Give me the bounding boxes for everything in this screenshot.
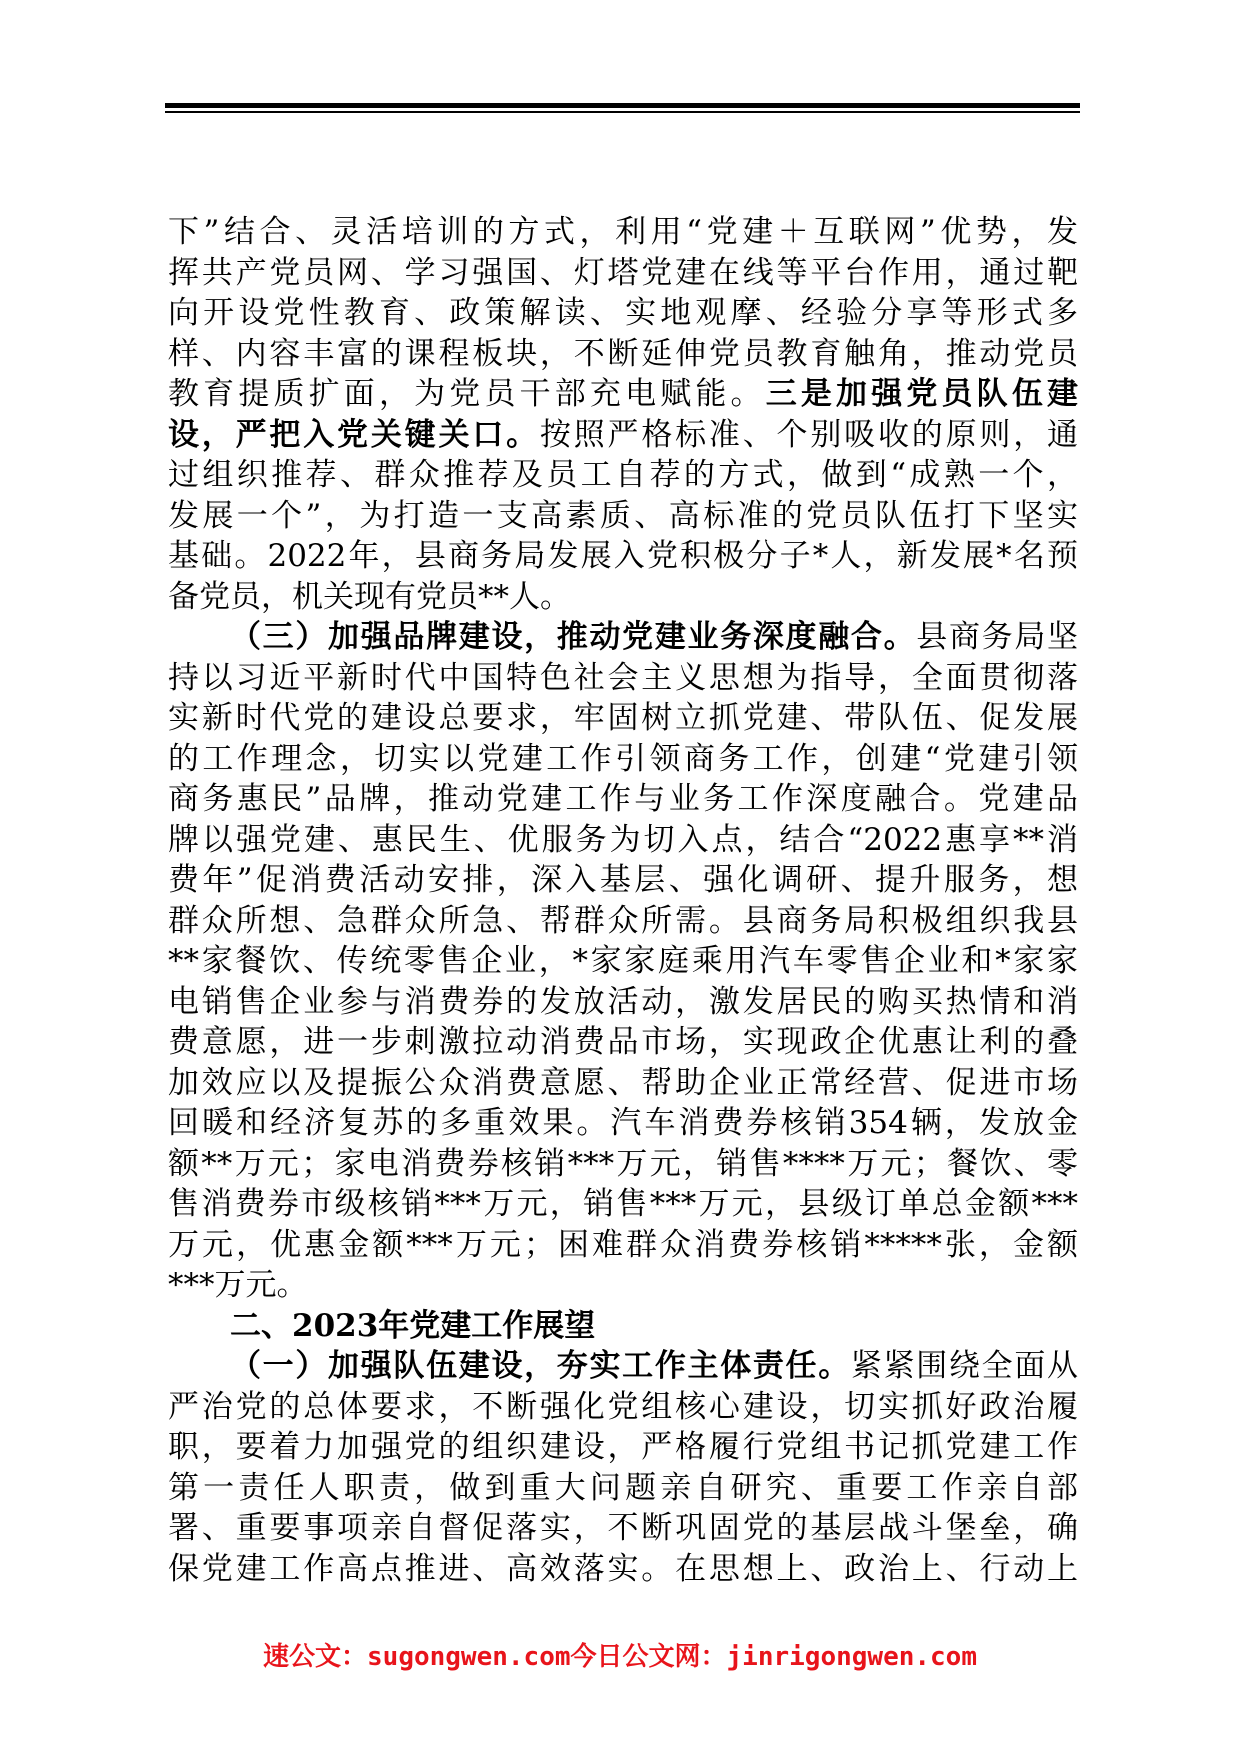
text-line: 群众所想、急群众所急、帮群众所需。县商务局积极组织我县 — [168, 902, 1078, 939]
text-line: 发展一个”，为打造一支高素质、高标准的党员队伍打下坚实 — [168, 497, 1078, 534]
footer-watermark — [0, 1636, 1240, 1673]
text-line: 备党员，机关现有党员**人。 — [168, 578, 571, 615]
text-line: 售消费券市级核销***万元，销售***万元，县级订单总金额*** — [168, 1186, 1078, 1222]
section-heading-line: （一）加强队伍建设，夯实工作主体责任。紧紧围绕全面从 — [230, 1348, 1078, 1384]
footer-link-jinrigongwen[interactable]: jinrigongwen.com — [726, 1642, 977, 1672]
text-line: 的工作理念，切实以党建工作引领商务工作，创建“党建引领 — [168, 740, 1078, 777]
text-line: 加效应以及提振公众消费意愿、帮助企业正常经营、促进市场 — [168, 1064, 1078, 1101]
text-line: 保党建工作高点推进、高效落实。在思想上、政治上、行动上 — [168, 1550, 1078, 1587]
text-line: **家餐饮、传统零售企业，*家家庭乘用汽车零售企业和*家家 — [168, 943, 1078, 979]
text-line: 持以习近平新时代中国特色社会主义思想为指导，全面贯彻落 — [168, 659, 1078, 696]
text-line: 过组织推荐、群众推荐及员工自荐的方式，做到“成熟一个， — [168, 457, 1078, 493]
text-line: 实新时代党的建设总要求，牢固树立抓党建、带队伍、促发展 — [168, 700, 1078, 736]
document-body — [168, 212, 1078, 1589]
chapter-heading: 二、2023年党建工作展望 — [230, 1307, 596, 1344]
section-heading-line: （三）加强品牌建设，推动党建业务深度融合。县商务局坚 — [230, 619, 1078, 655]
text-line: ***万元。 — [168, 1267, 308, 1303]
text-line: 基础。2022年，县商务局发展入党积极分子*人，新发展*名预 — [168, 538, 1078, 574]
section-heading: （一）加强队伍建设，夯实工作主体责任。 — [230, 1348, 851, 1384]
text-line: 向开设党性教育、政策解读、实地观摩、经验分享等形式多 — [168, 295, 1078, 331]
text-line: 署、重要事项亲自督促落实，不断巩固党的基层战斗堡垒，确 — [168, 1510, 1078, 1546]
text-line: 电销售企业参与消费券的发放活动，激发居民的购买热情和消 — [168, 983, 1078, 1020]
text-line: 回暖和经济复苏的多重效果。汽车消费券核销354辆，发放金 — [168, 1105, 1078, 1141]
bold-phrase: 三是加强党员队伍建 — [765, 376, 1078, 412]
text-line: 设，严把入党关键关口。按照严格标准、个别吸收的原则，通 — [168, 416, 1078, 453]
footer-label-sugongwen: 速公文： — [263, 1642, 368, 1672]
text-line: 挥共产党员网、学习强国、灯塔党建在线等平台作用，通过靶 — [168, 254, 1078, 291]
text-line: 额**万元；家电消费券核销***万元，销售****万元；餐饮、零 — [168, 1145, 1078, 1182]
text-line: 商务惠民”品牌，推动党建工作与业务工作深度融合。党建品 — [168, 781, 1078, 817]
text-line: 样、内容丰富的课程板块，不断延伸党员教育触角，推动党员 — [168, 335, 1078, 372]
text-line: 下”结合、灵活培训的方式，利用“党建＋互联网”优势，发 — [168, 214, 1078, 250]
chapter-heading-line — [168, 1306, 1078, 1347]
text-line: 职，要着力加强党的组织建设，严格履行党组书记抓党建工作 — [168, 1429, 1078, 1465]
header-rule-thick — [165, 103, 1080, 108]
section-heading: （三）加强品牌建设，推动党建业务深度融合。 — [230, 619, 917, 655]
text-line: 费年”促消费活动安排，深入基层、强化调研、提升服务，想 — [168, 862, 1078, 898]
header-rule-thin — [165, 111, 1080, 113]
text-line: 费意愿，进一步刺激拉动消费品市场，实现政企优惠让利的叠 — [168, 1024, 1078, 1060]
bold-phrase: 设，严把入党关键关口。 — [168, 416, 540, 453]
text-line: 牌以强党建、惠民生、优服务为切入点，结合“2022惠享**消 — [168, 821, 1078, 858]
footer-label-jinrigongwen: 今日公文网： — [570, 1642, 727, 1672]
text-line: 教育提质扩面，为党员干部充电赋能。三是加强党员队伍建 — [168, 376, 1078, 412]
text-line: 严治党的总体要求，不断强化党组核心建设，切实抓好政治履 — [168, 1388, 1078, 1425]
text-line: 第一责任人职责，做到重大问题亲自研究、重要工作亲自部 — [168, 1469, 1078, 1506]
text-line: 万元，优惠金额***万元；困难群众消费券核销*****张，金额 — [168, 1226, 1078, 1263]
footer-link-sugongwen[interactable]: sugongwen.com — [367, 1642, 571, 1672]
